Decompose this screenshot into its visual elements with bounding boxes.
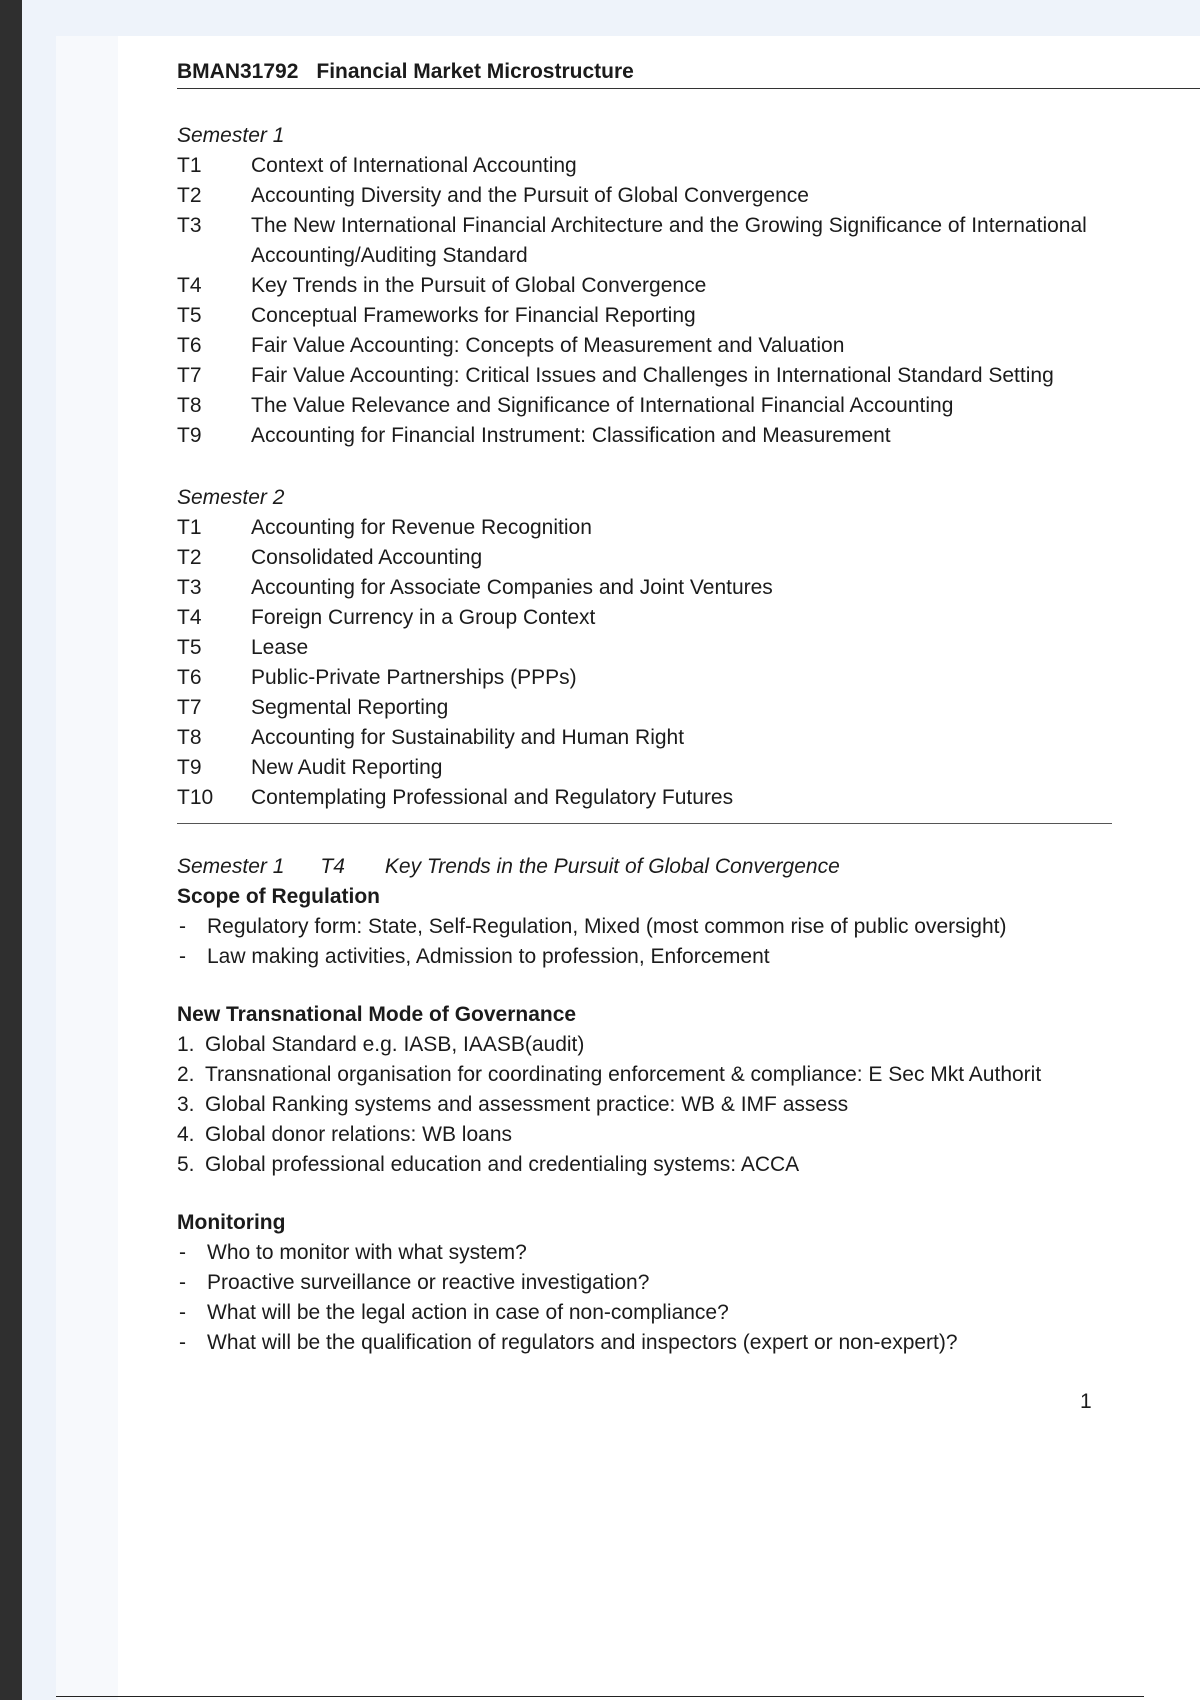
- topic-text: Contemplating Professional and Regulatory Futures: [251, 786, 734, 809]
- section-divider: [177, 823, 1112, 824]
- course-code: BMAN31792: [177, 60, 299, 83]
- topic-row: [177, 633, 1177, 663]
- bullet-marker: -: [179, 945, 186, 968]
- topic-row: [177, 783, 1177, 813]
- bullet-item: [177, 942, 1177, 972]
- governance-item: [177, 1120, 1122, 1150]
- bullet-marker: -: [179, 1241, 186, 1264]
- topic-text: Foreign Currency in a Group Context: [251, 606, 596, 629]
- topic-row: [177, 391, 1177, 421]
- bullet-text: What will be the legal action in case of non-compliance?: [207, 1301, 729, 1324]
- topic-text: The Value Relevance and Significance of International Financial Accounting: [251, 394, 954, 417]
- topic-id: T3: [177, 576, 202, 599]
- bullet-text: Who to monitor with what system?: [207, 1241, 527, 1264]
- topic-id: T2: [177, 184, 202, 207]
- topic-text: Accounting for Financial Instrument: Classification and Measurement: [251, 424, 891, 447]
- bullet-item: [177, 1328, 1177, 1358]
- topic-text: Lease: [251, 636, 309, 659]
- window-left-edge: [0, 0, 22, 1700]
- topic-text: Fair Value Accounting: Critical Issues and Challenges in International Standard Setting: [251, 364, 1054, 387]
- page-number: 1: [1080, 1390, 1092, 1413]
- semester-1-topic-list: [177, 151, 1177, 451]
- bullet-text: What will be the qualification of regulators and inspectors (expert or non-expert)?: [207, 1331, 958, 1354]
- semester-2-title: Semester 2: [177, 486, 285, 509]
- topic-text: Consolidated Accounting: [251, 546, 483, 569]
- page-margin: [56, 36, 118, 1700]
- topic-id: T9: [177, 424, 202, 447]
- topic-text: Accounting Diversity and the Pursuit of Global Convergence: [251, 184, 809, 207]
- topic-text: Fair Value Accounting: Concepts of Measurement and Valuation: [251, 334, 845, 357]
- topic-row: [177, 573, 1177, 603]
- topic-text: The New International Financial Architecture and the Growing Significance of International Accounting/Auditing Standard: [251, 214, 1087, 267]
- topic-id: T6: [177, 334, 202, 357]
- topic-text: Accounting for Revenue Recognition: [251, 516, 592, 539]
- focus-topic-id: T4: [320, 855, 345, 878]
- topic-id: T4: [177, 606, 202, 629]
- item-text: Global donor relations: WB loans: [205, 1123, 512, 1146]
- topic-text: Segmental Reporting: [251, 696, 449, 719]
- topic-row: [177, 331, 1177, 361]
- scope-heading: Scope of Regulation: [177, 885, 381, 908]
- topic-row: [177, 753, 1177, 783]
- semester-1-title: Semester 1: [177, 124, 285, 147]
- topic-row: [177, 543, 1177, 573]
- document-content: [177, 60, 1177, 1358]
- scope-bullet-list: [177, 912, 1177, 972]
- topic-row: [177, 603, 1177, 633]
- topic-id: T5: [177, 304, 202, 327]
- topic-id: T2: [177, 546, 202, 569]
- monitoring-bullet-list: [177, 1238, 1177, 1358]
- topic-id: T5: [177, 636, 202, 659]
- topic-row: [177, 723, 1177, 753]
- course-header: [177, 60, 1200, 89]
- topic-id: T6: [177, 666, 202, 689]
- item-number: 2.: [177, 1063, 195, 1086]
- item-number: 3.: [177, 1093, 195, 1116]
- topic-row: [177, 211, 1177, 271]
- topic-text: New Audit Reporting: [251, 756, 443, 779]
- bullet-item: [177, 1298, 1177, 1328]
- item-text: Global professional education and credentialing systems: ACCA: [205, 1153, 800, 1176]
- bullet-item: [177, 1238, 1177, 1268]
- topic-id: T1: [177, 154, 202, 177]
- topic-id: T10: [177, 786, 214, 809]
- topic-row: [177, 513, 1177, 543]
- focus-topic-line: [177, 852, 1177, 882]
- topic-text: Key Trends in the Pursuit of Global Convergence: [251, 274, 707, 297]
- bullet-marker: -: [179, 915, 186, 938]
- topic-row: [177, 301, 1177, 331]
- topic-row: [177, 181, 1177, 211]
- topic-row: [177, 361, 1177, 391]
- bullet-text: Proactive surveillance or reactive investigation?: [207, 1271, 650, 1294]
- bullet-text: Law making activities, Admission to profession, Enforcement: [207, 945, 770, 968]
- governance-item: [177, 1090, 1122, 1120]
- bullet-item: [177, 912, 1177, 942]
- topic-text: Context of International Accounting: [251, 154, 577, 177]
- item-text: Global Ranking systems and assessment practice: WB & IMF assess: [205, 1093, 849, 1116]
- course-title: Financial Market Microstructure: [316, 60, 634, 83]
- item-number: 1.: [177, 1033, 195, 1056]
- item-number: 5.: [177, 1153, 195, 1176]
- bullet-marker: -: [179, 1331, 186, 1354]
- governance-heading: New Transnational Mode of Governance: [177, 1003, 577, 1026]
- topic-id: T7: [177, 364, 202, 387]
- bullet-text: Regulatory form: State, Self-Regulation, Mixed (most common rise of public oversight): [207, 915, 1007, 938]
- bullet-item: [177, 1268, 1177, 1298]
- topic-row: [177, 271, 1177, 301]
- topic-row: [177, 663, 1177, 693]
- focus-semester: Semester 1: [177, 855, 285, 878]
- page-bottom-rule: [56, 1696, 1144, 1697]
- governance-item: [177, 1150, 1122, 1180]
- topic-row: [177, 421, 1177, 451]
- item-text: Global Standard e.g. IASB, IAASB(audit): [205, 1033, 585, 1056]
- topic-text: Conceptual Frameworks for Financial Reporting: [251, 304, 696, 327]
- governance-item: [177, 1030, 1122, 1060]
- item-text: Transnational organisation for coordinating enforcement & compliance: E Sec Mkt Authorit: [205, 1063, 1042, 1086]
- topic-id: T8: [177, 394, 202, 417]
- topic-text: Public-Private Partnerships (PPPs): [251, 666, 577, 689]
- topic-id: T4: [177, 274, 202, 297]
- governance-item: [177, 1060, 1122, 1090]
- topic-id: T3: [177, 214, 202, 237]
- topic-text: Accounting for Associate Companies and Joint Ventures: [251, 576, 773, 599]
- topic-text: Accounting for Sustainability and Human Right: [251, 726, 685, 749]
- focus-topic-title: Key Trends in the Pursuit of Global Convergence: [384, 855, 840, 878]
- item-number: 4.: [177, 1123, 195, 1146]
- topic-id: T9: [177, 756, 202, 779]
- topic-id: T8: [177, 726, 202, 749]
- topic-id: T7: [177, 696, 202, 719]
- semester-2-topic-list: [177, 513, 1177, 813]
- topic-id: T1: [177, 516, 202, 539]
- bullet-marker: -: [179, 1271, 186, 1294]
- topic-row: [177, 151, 1177, 181]
- bullet-marker: -: [179, 1301, 186, 1324]
- governance-numbered-list: [177, 1030, 1177, 1180]
- monitoring-heading: Monitoring: [177, 1211, 286, 1234]
- topic-row: [177, 693, 1177, 723]
